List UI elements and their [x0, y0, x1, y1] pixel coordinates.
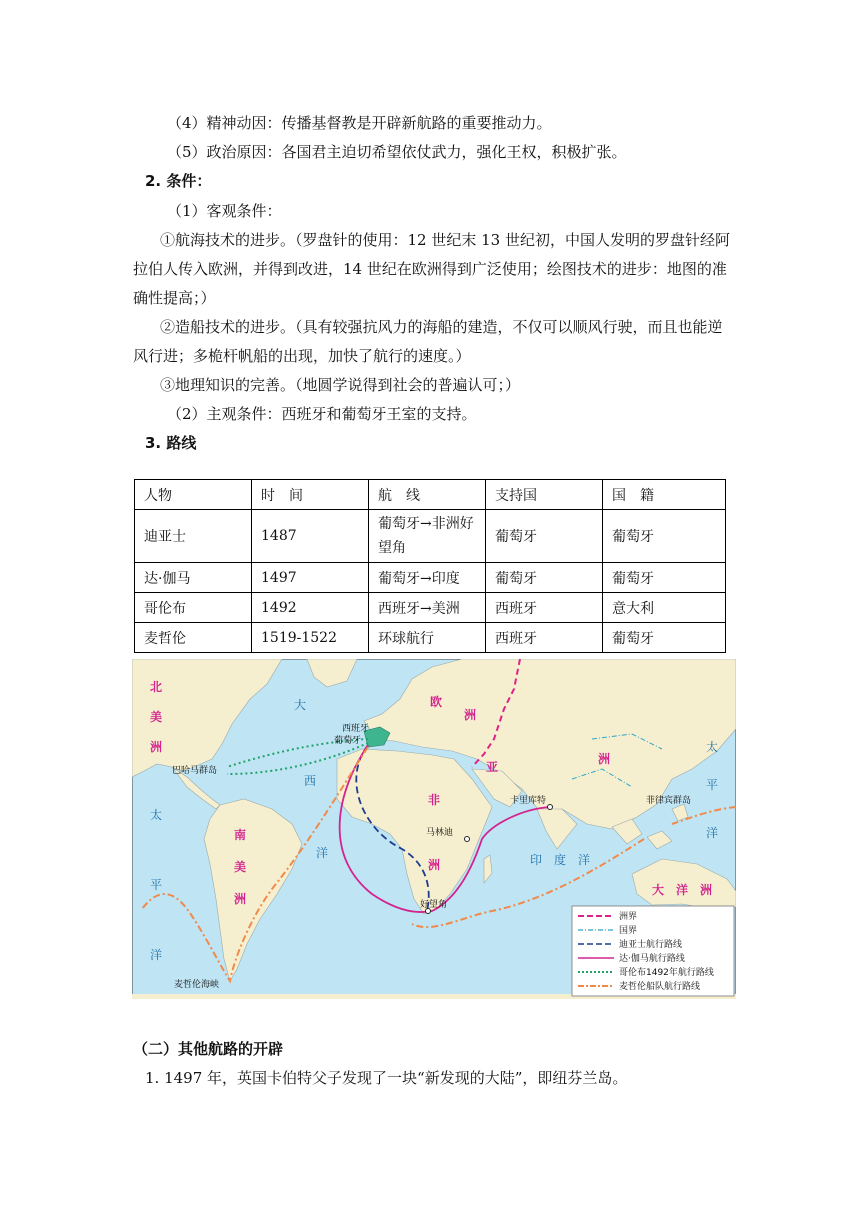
cape-label: 好望角 — [420, 900, 448, 910]
table-cell: 1497 — [252, 563, 369, 593]
europe-label-1: 欧 — [430, 695, 443, 709]
portugal-label: 葡萄牙 — [334, 736, 362, 746]
north-america-label-2: 美 — [150, 710, 163, 724]
paragraph-cabot: 1. 1497 年，英国卡伯特父子发现了一块“新发现的大陆”，即纽芬兰岛。 — [145, 1069, 628, 1087]
asia-label: 亚 — [486, 760, 499, 774]
asia-label-2: 洲 — [598, 752, 611, 766]
paragraph-subjective-conditions: （2）主观条件：西班牙和葡萄牙王室的支持。 — [167, 405, 477, 423]
table-header-cell: 人物 — [135, 480, 252, 510]
table-row — [135, 623, 726, 653]
legend-label-da-gama: 达·伽马航行路线 — [619, 954, 685, 964]
table-cell: 西班牙 — [486, 623, 603, 653]
table-row — [135, 563, 726, 593]
table-cell: 西班牙 — [486, 593, 603, 623]
table-cell: 葡萄牙 — [603, 623, 726, 653]
routes-table — [134, 479, 726, 653]
south-america-label-3: 洲 — [234, 892, 247, 906]
table-cell: 哥伦布 — [135, 593, 252, 623]
table-cell: 环球航行 — [369, 623, 486, 653]
legend-label-dias: 迪亚士航行路线 — [619, 940, 683, 950]
bahamas-label: 巴哈马群岛 — [172, 766, 218, 776]
table-cell: 葡萄牙 — [486, 510, 603, 563]
legend-label-continent-border: 洲界 — [619, 912, 638, 922]
paragraph-navigation-3: 确性提高；） — [133, 289, 216, 307]
paragraph-geography: ③地理知识的完善。（地圆学说得到社会的普遍认可；） — [160, 376, 521, 394]
spain-label: 西班牙 — [342, 724, 370, 734]
malindi-label: 马林迪 — [426, 828, 454, 838]
paragraph-navigation-2: 拉伯人传入欧洲，并得到改进，14 世纪在欧洲得到广泛使用；绘图技术的进步：地图的准 — [133, 260, 727, 278]
table-header-cell: 支持国 — [486, 480, 603, 510]
north-america-label-1: 北 — [150, 680, 163, 694]
pacific-right-label-2: 平 — [706, 778, 719, 792]
pacific-right-label-1: 太 — [706, 740, 719, 754]
philippines-label: 菲律宾群岛 — [646, 796, 692, 806]
paragraph-political-motive: （5）政治原因：各国君主迫切希望依仗武力，强化王权，积极扩张。 — [167, 143, 627, 161]
europe-label-2: 洲 — [464, 708, 477, 722]
africa-label-2: 洲 — [428, 858, 441, 872]
table-header-row — [135, 480, 726, 510]
paragraph-shipbuilding-2: 风行进；多桅杆帆船的出现，加快了航行的速度。） — [133, 347, 471, 365]
africa-label-1: 非 — [428, 793, 441, 807]
new-sea-routes-map — [132, 659, 736, 999]
subheading-objective-conditions: （1）客观条件： — [167, 202, 282, 220]
atlantic-label-2: 西 — [304, 774, 317, 788]
heading-routes: 3. 路线 — [145, 434, 197, 452]
paragraph-shipbuilding-1: ②造船技术的进步。（具有较强抗风力的海船的建造，不仅可以顺风行驶，而且也能逆 — [160, 318, 723, 336]
table-row — [135, 593, 726, 623]
table-cell: 葡萄牙 — [603, 510, 726, 563]
atlantic-label-1: 大 — [294, 698, 307, 712]
paragraph-navigation-1: ①航海技术的进步。（罗盘针的使用：12 世纪末 13 世纪初，中国人发明的罗盘针经阿 — [160, 231, 730, 249]
table-cell: 葡萄牙→非洲好望角 — [369, 510, 486, 563]
table-cell: 西班牙→美洲 — [369, 593, 486, 623]
table-cell: 葡萄牙 — [486, 563, 603, 593]
table-cell: 达·伽马 — [135, 563, 252, 593]
indian-ocean-label: 印 度 洋 — [530, 853, 591, 867]
table-cell: 迪亚士 — [135, 510, 252, 563]
atlantic-label-3: 洋 — [316, 846, 329, 860]
magellan-strait-label: 麦哲伦海峡 — [174, 980, 220, 990]
north-america-label-3: 洲 — [150, 740, 163, 754]
table-row — [135, 510, 726, 563]
table-header-cell: 时 间 — [252, 480, 369, 510]
table-header-cell: 航 线 — [369, 480, 486, 510]
calicut-point — [548, 805, 553, 810]
legend-label-columbus: 哥伦布1492年航行路线 — [619, 968, 714, 978]
pacific-left-label-3: 洋 — [150, 948, 163, 962]
table-cell: 葡萄牙→印度 — [369, 563, 486, 593]
heading-other-routes: （二）其他航路的开辟 — [133, 1040, 284, 1058]
legend-label-country-border: 国界 — [619, 926, 638, 936]
paragraph-spiritual-motive: （4）精神动因：传播基督教是开辟新航路的重要推动力。 — [167, 114, 552, 132]
heading-conditions: 2. 条件： — [145, 172, 212, 190]
calicut-label: 卡里库特 — [510, 796, 547, 806]
table-cell: 1487 — [252, 510, 369, 563]
table-cell: 1519-1522 — [252, 623, 369, 653]
pacific-right-label-3: 洋 — [706, 826, 719, 840]
table-cell: 葡萄牙 — [603, 563, 726, 593]
table-cell: 意大利 — [603, 593, 726, 623]
oceania-label: 大 洋 洲 — [652, 883, 713, 897]
table-cell: 1492 — [252, 593, 369, 623]
legend-label-magellan: 麦哲伦船队航行路线 — [619, 982, 701, 992]
map-legend — [572, 906, 734, 996]
table-cell: 麦哲伦 — [135, 623, 252, 653]
south-america-label-2: 美 — [234, 860, 247, 874]
malindi-point — [465, 837, 470, 842]
south-america-label-1: 南 — [234, 828, 247, 842]
pacific-left-label-1: 太 — [150, 808, 163, 822]
pacific-left-label-2: 平 — [150, 878, 163, 892]
table-header-cell: 国 籍 — [603, 480, 726, 510]
